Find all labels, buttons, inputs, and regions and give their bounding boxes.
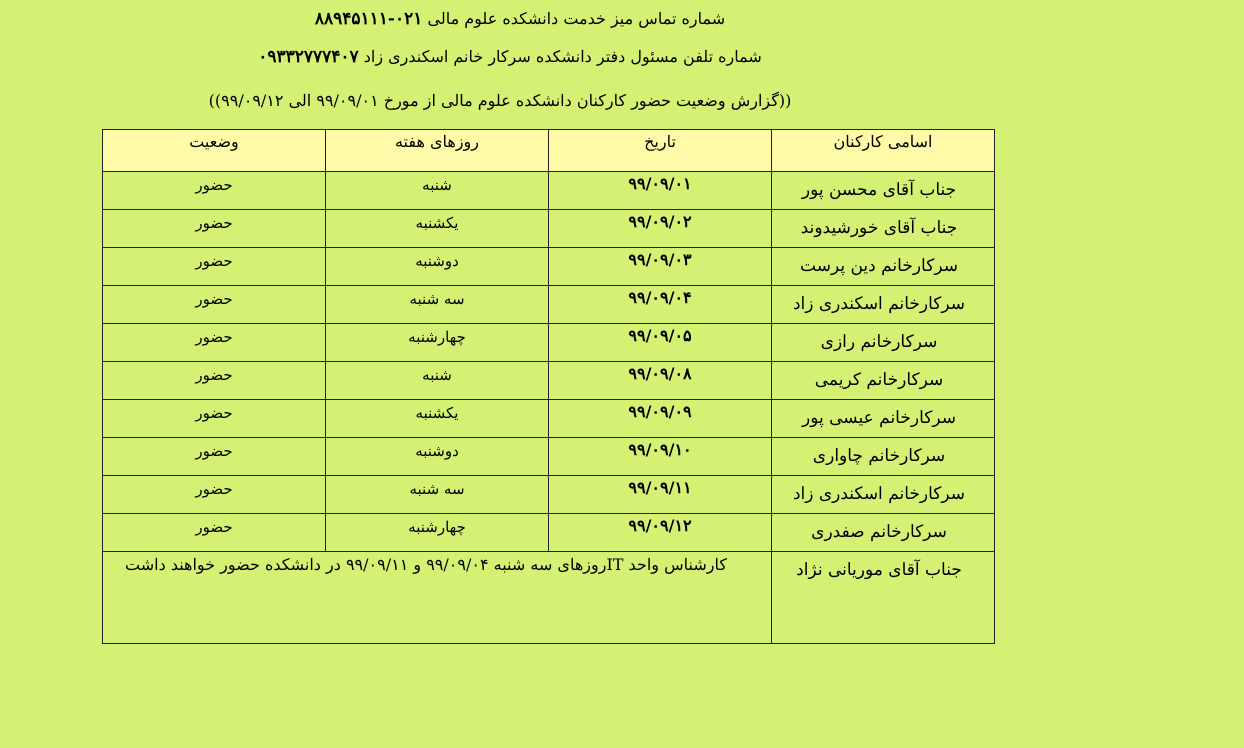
table-row (103, 362, 995, 400)
employee-name: سرکارخانم صفدری (772, 514, 995, 552)
employee-name: سرکارخانم کریمی (772, 362, 995, 400)
office-manager-label: شماره تلفن مسئول دفتر دانشکده سرکار خانم اسکندری زاد (358, 47, 762, 66)
attendance-status: حضور (103, 514, 326, 552)
weekday: یکشنبه (326, 210, 549, 248)
table-row (103, 210, 995, 248)
weekday: دوشنبه (326, 438, 549, 476)
service-desk-phone (120, 8, 920, 30)
attendance-status: حضور (103, 248, 326, 286)
office-manager-number: ۰۹۳۳۲۷۷۷۴۰۷ (258, 47, 359, 67)
table-row-note (103, 552, 995, 644)
table-row (103, 248, 995, 286)
attendance-status: حضور (103, 286, 326, 324)
table-row (103, 476, 995, 514)
table-row (103, 324, 995, 362)
attendance-status: حضور (103, 438, 326, 476)
attendance-date: ۹۹/۰۹/۰۲ (549, 210, 772, 248)
attendance-table (102, 129, 995, 644)
employee-name: جناب آقای محسن پور (772, 172, 995, 210)
column-header-weekday: روزهای هفته (326, 130, 549, 172)
attendance-date: ۹۹/۰۹/۰۳ (549, 248, 772, 286)
weekday: دوشنبه (326, 248, 549, 286)
attendance-date: ۹۹/۰۹/۱۲ (549, 514, 772, 552)
table-row (103, 514, 995, 552)
employee-name: سرکارخانم عیسی پور (772, 400, 995, 438)
weekday: سه شنبه (326, 476, 549, 514)
column-header-date: تاریخ (549, 130, 772, 172)
column-header-name: اسامی کارکنان (772, 130, 995, 172)
attendance-date: ۹۹/۰۹/۱۰ (549, 438, 772, 476)
attendance-date: ۹۹/۰۹/۰۵ (549, 324, 772, 362)
employee-name: سرکارخانم دین پرست (772, 248, 995, 286)
attendance-date: ۹۹/۰۹/۱۱ (549, 476, 772, 514)
table-header-row (103, 130, 995, 172)
attendance-date: ۹۹/۰۹/۰۱ (549, 172, 772, 210)
employee-name: جناب آقای موریانی نژاد (772, 552, 995, 644)
attendance-status: حضور (103, 476, 326, 514)
employee-name: سرکارخانم رازی (772, 324, 995, 362)
attendance-date: ۹۹/۰۹/۰۸ (549, 362, 772, 400)
service-desk-label: شماره تماس میز خدمت دانشکده علوم مالی (422, 9, 726, 28)
attendance-status: حضور (103, 362, 326, 400)
office-manager-phone (110, 46, 910, 68)
weekday: یکشنبه (326, 400, 549, 438)
attendance-date: ۹۹/۰۹/۰۹ (549, 400, 772, 438)
weekday: سه شنبه (326, 286, 549, 324)
table-row (103, 400, 995, 438)
table-row (103, 438, 995, 476)
column-header-status: وضعیت (103, 130, 326, 172)
service-desk-number: ۰۲۱-۸۸۹۴۵۱۱۱ (314, 9, 423, 29)
attendance-status: حضور (103, 324, 326, 362)
attendance-status: حضور (103, 172, 326, 210)
attendance-status: حضور (103, 400, 326, 438)
weekday: چهارشنبه (326, 514, 549, 552)
attendance-date: ۹۹/۰۹/۰۴ (549, 286, 772, 324)
employee-name: سرکارخانم اسکندری زاد (772, 476, 995, 514)
employee-name: سرکارخانم اسکندری زاد (772, 286, 995, 324)
table-row (103, 286, 995, 324)
it-staff-note: کارشناس واحد ITروزهای سه شنبه ۹۹/۰۹/۰۴ و ۹۹/۰۹/۱۱ در دانشکده حضور خواهند داشت (103, 552, 772, 644)
employee-name: جناب آقای خورشیدوند (772, 210, 995, 248)
weekday: چهارشنبه (326, 324, 549, 362)
report-title: ((گزارش وضعیت حضور کارکنان دانشکده علوم مالی از مورخ ۹۹/۰۹/۰۱ الی ۹۹/۰۹/۱۲)) (208, 91, 792, 110)
employee-name: سرکارخانم چاواری (772, 438, 995, 476)
table-row (103, 172, 995, 210)
weekday: شنبه (326, 172, 549, 210)
attendance-status: حضور (103, 210, 326, 248)
weekday: شنبه (326, 362, 549, 400)
